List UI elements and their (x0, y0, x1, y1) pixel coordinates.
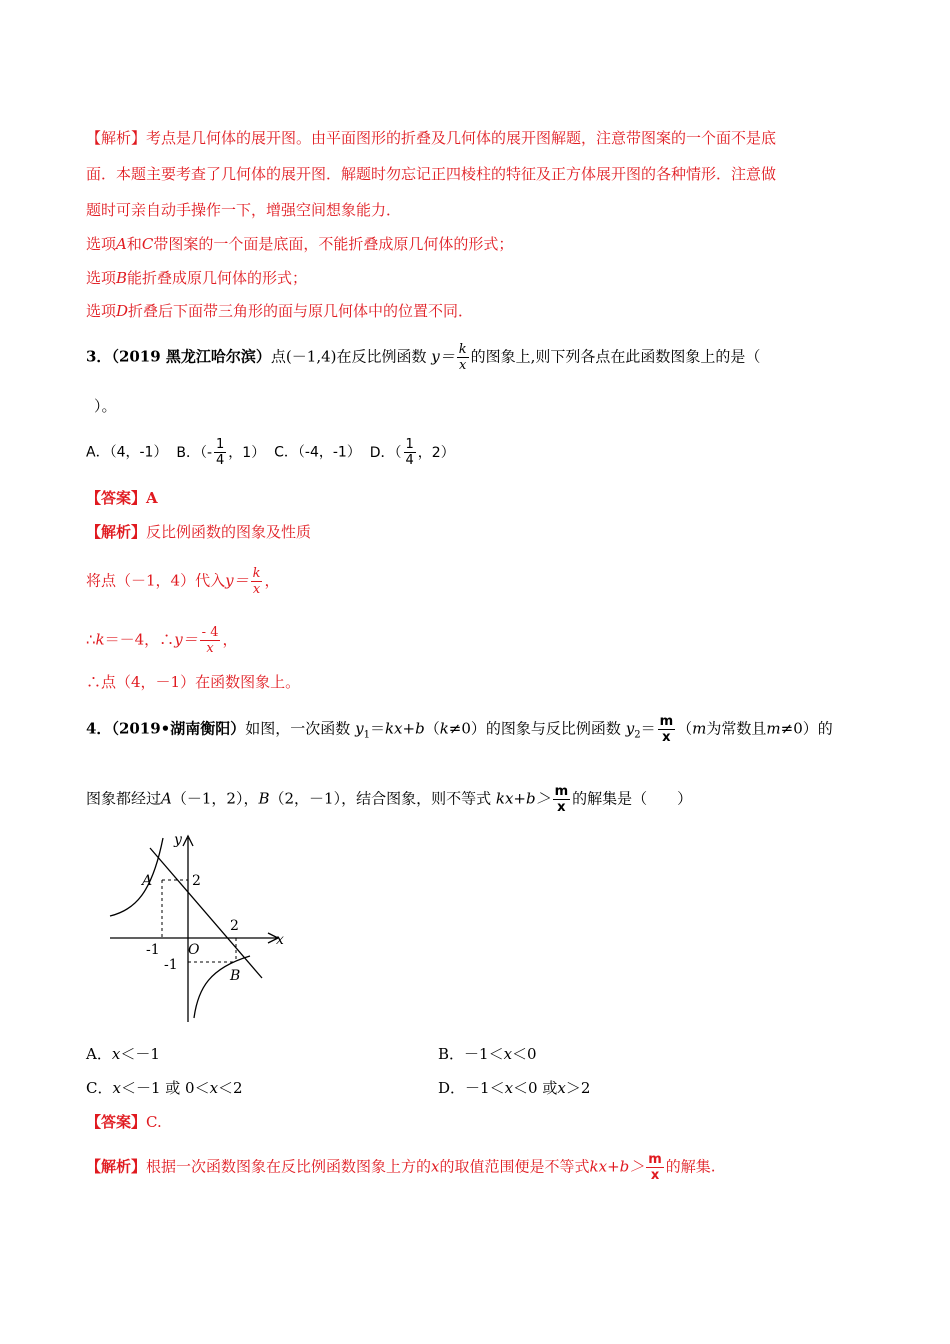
tick-x-neg1: -1 (146, 942, 160, 958)
function-graph (100, 828, 290, 1028)
analysis-1-line-2: 面．本题主要考查了几何体的展开图．解题时勿忘记正四棱柱的特征及正方体展开图的各种情形．注意做 (86, 165, 777, 183)
q3-fraction: $\frac{k}{x}$ (458, 342, 467, 373)
point-b-label: B (230, 968, 241, 984)
hyperbola-lower-right-branch-guide (196, 972, 260, 1018)
q3-analysis: 【解析】反比例函数的图象及性质 (86, 523, 312, 541)
analysis-1-option-ac: 选项A和C带图案的一个面是底面，不能折叠成原几何体的形式； (86, 235, 514, 253)
q4-analysis: 【解析】根据一次函数图象在反比例函数图象上方的x的取值范围便是不等式kx+b＞ $\frac{m}{x}$ 的解集. (86, 1152, 716, 1183)
q3-step-2: ∴k＝－4，∴y＝ $\frac{- 4}{x}$ ， (86, 625, 238, 656)
q4-answer: 【答案】C. (86, 1113, 162, 1131)
q4-option-b: B．－1＜x＜0 (438, 1045, 537, 1063)
q3-option-a: A．（4，-1） (86, 444, 168, 461)
origin-label: O (188, 942, 200, 958)
analysis-tag: 【解析】 (86, 129, 147, 147)
analysis-1-line-1: 【解析】考点是几何体的展开图。由平面图形的折叠及几何体的展开图解题，注意带图案的一个面不是底 (86, 129, 777, 147)
q3-step-3: ∴点（4，－1）在函数图象上。 (86, 673, 301, 691)
q4-option-c: C．x＜－1 或 0＜x＜2 (86, 1079, 243, 1097)
q3-stem: 3．（2019 黑龙江哈尔滨）点(－1,4)在反比例函数 y＝ $\frac{k}{x}$ 的图象上,则下列各点在此函数图象上的是（ (86, 342, 761, 373)
tick-y-2: 2 (192, 873, 201, 889)
point-a-label: A (142, 873, 153, 889)
x-axis-label: x (276, 932, 284, 948)
tick-y-neg1: -1 (164, 957, 178, 973)
analysis-1-line-3: 题时可亲自动手操作一下，增强空间想象能力． (86, 201, 402, 219)
analysis-1-option-b: 选项B能折叠成原几何体的形式； (86, 269, 308, 287)
hyperbola-lower-right-branch (194, 956, 250, 1018)
q3-option-b: B．（- $\frac{1}{4}$ ，1） (176, 437, 266, 468)
tick-x-2: 2 (230, 918, 239, 934)
q3-option-c: C．（-4，-1） (274, 444, 361, 461)
hyperbola-upper-left-branch (110, 838, 163, 916)
q3-option-d: D．（ $\frac{1}{4}$ ，2） (369, 437, 455, 468)
y-axis-label: y (174, 832, 182, 848)
q4-option-a: A．x＜－1 (86, 1045, 160, 1063)
q3-options (86, 437, 455, 468)
q4-stem-line-2: 图象都经过A（－1，2），B（2，－1），结合图象，则不等式 kx+b＞ $\frac{m}{x}$ 的解集是（ ） (86, 784, 693, 815)
analysis-1-option-d: 选项D折叠后下面带三角形的面与原几何体中的位置不同． (86, 302, 474, 320)
q3-step-1: 将点（－1，4）代入y＝ $\frac{k}{x}$ ， (86, 566, 280, 597)
q4-option-d: D．－1＜x＜0 或x＞2 (438, 1079, 591, 1097)
q4-stem: 4．（2019•湖南衡阳）如图，一次函数 $y_1=kx+b(k\ne 0)$的图象与反比例函数 $y_2=$ $\frac{m}{x}$ （m为常数且m≠0）的 (86, 714, 833, 745)
q3-stem-end: ）。 (94, 397, 117, 415)
q3-answer: 【答案】A (86, 489, 158, 507)
